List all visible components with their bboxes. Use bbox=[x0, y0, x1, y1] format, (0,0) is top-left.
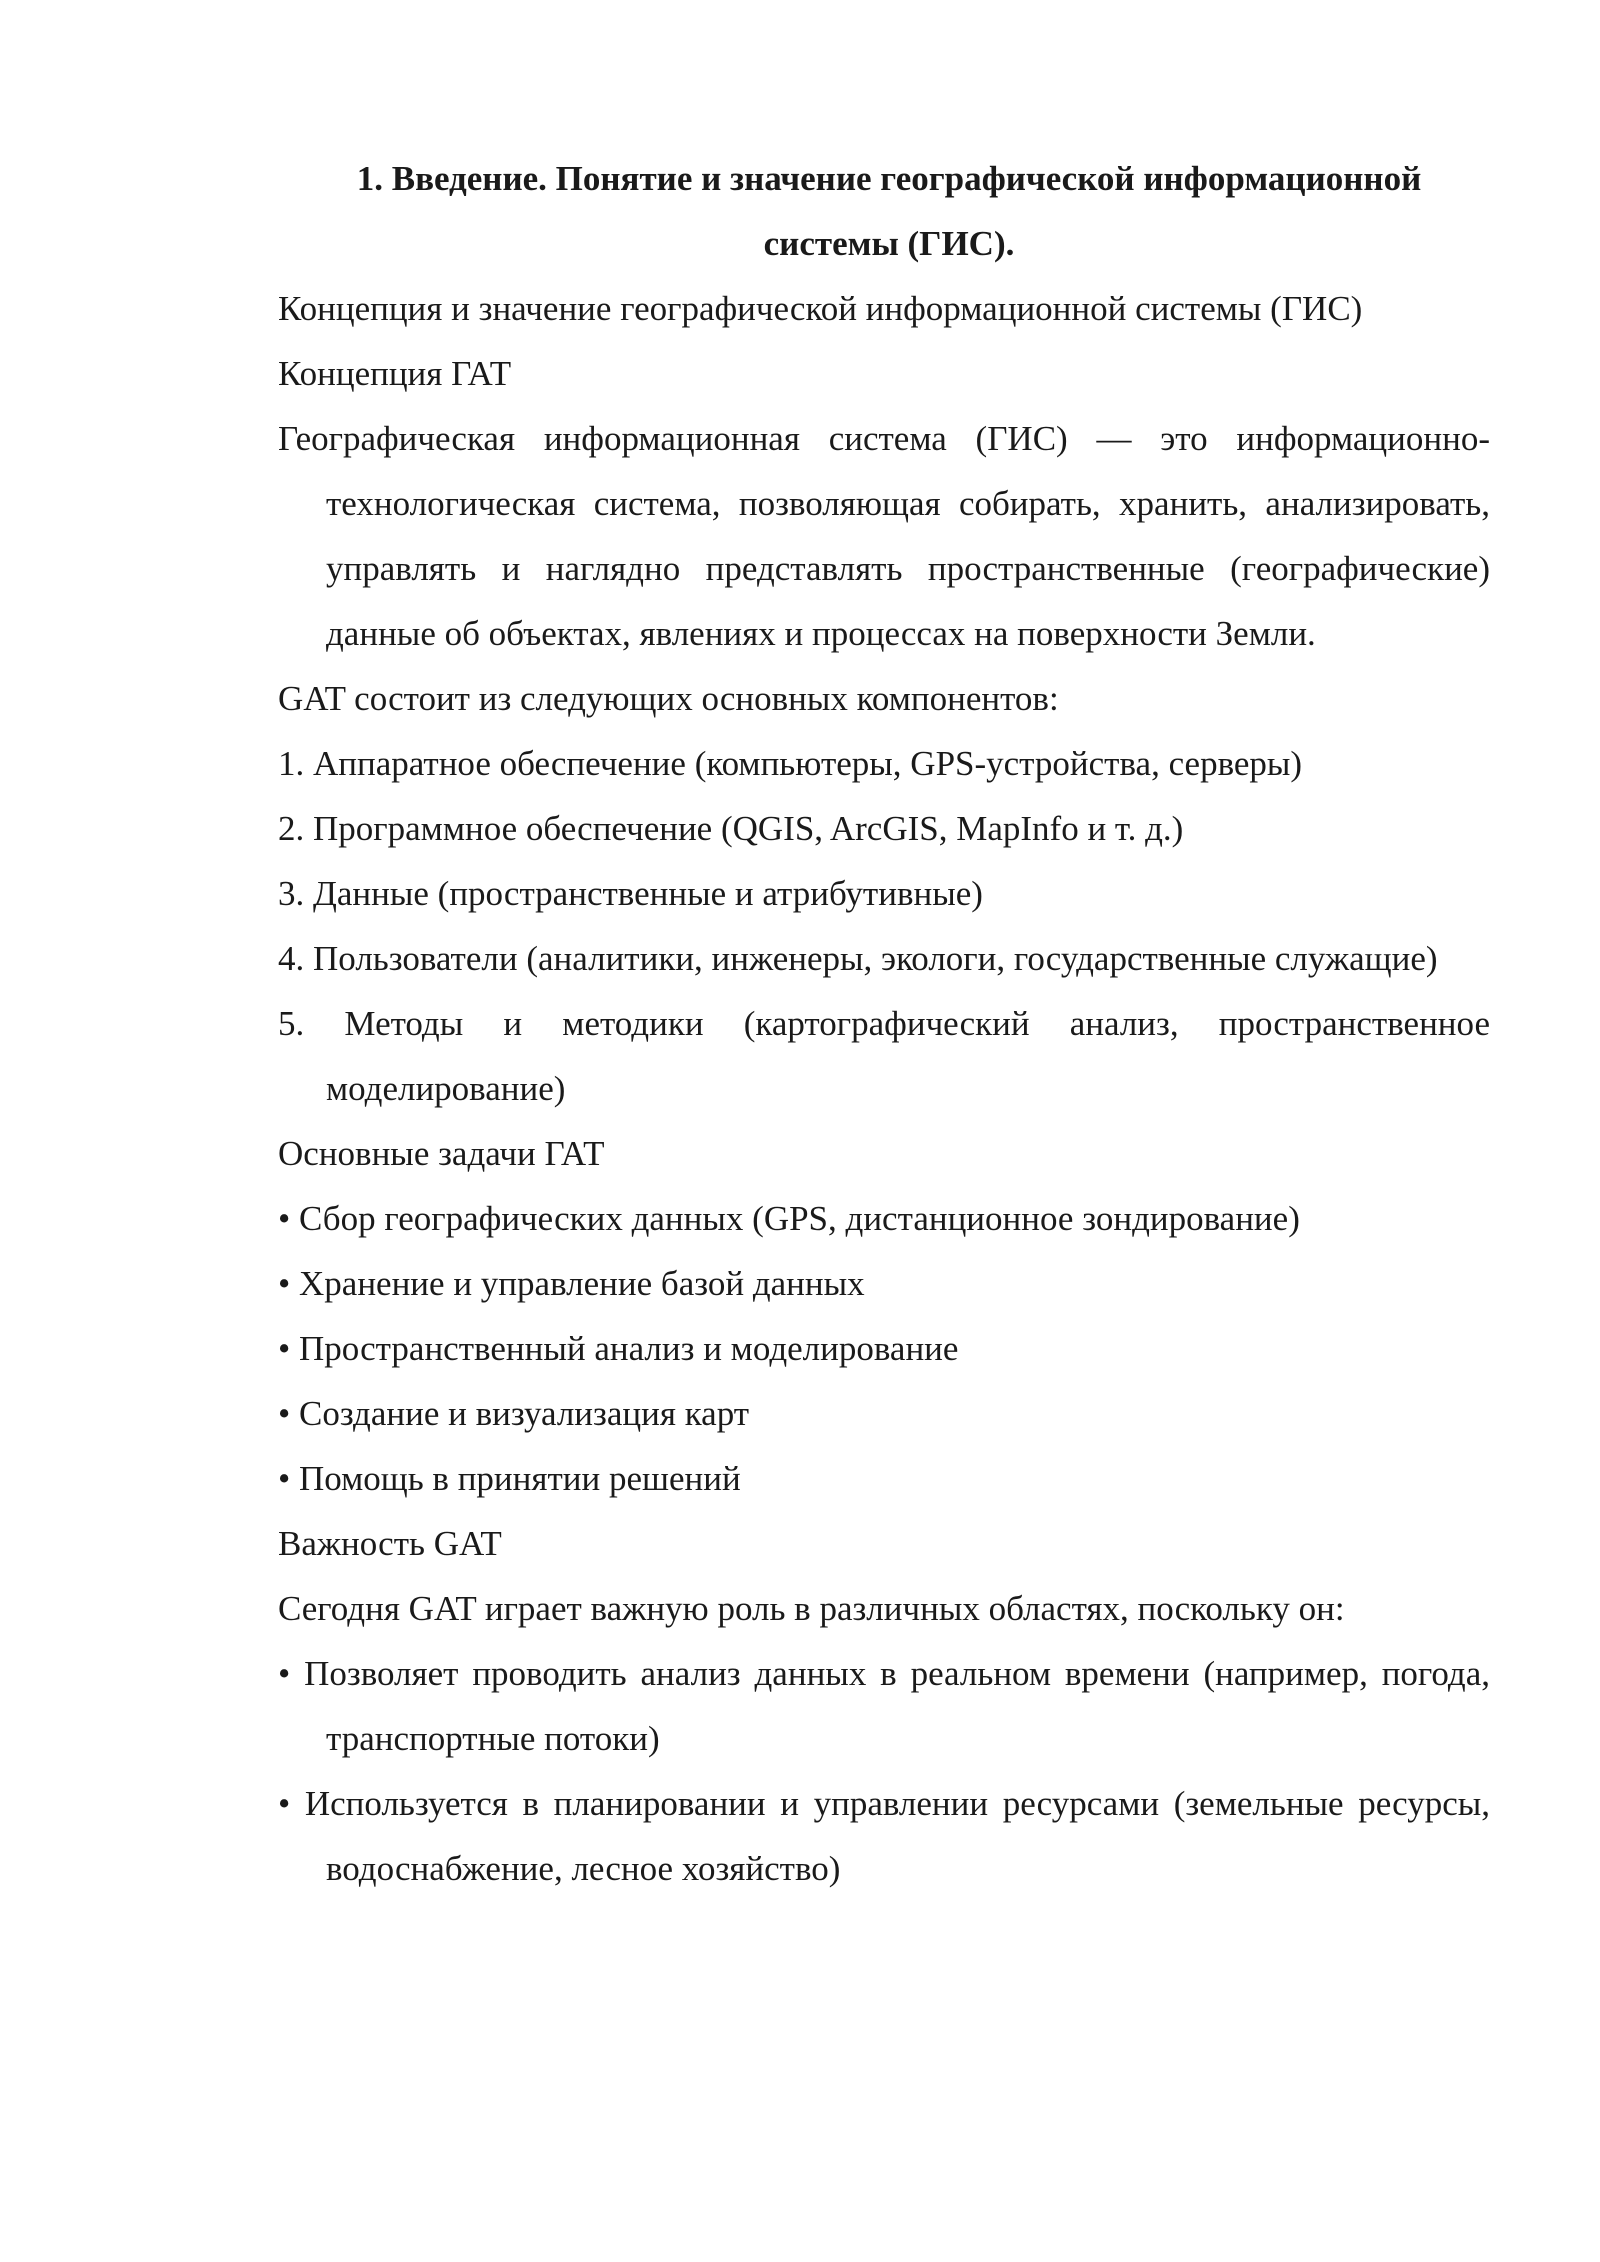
components-intro: GAT состоит из следующих основных компонентов: bbox=[278, 679, 1059, 718]
task-item-3: • Пространственный анализ и моделирование bbox=[278, 1329, 959, 1368]
definition-paragraph: Географическая информационная система (ГИС) — это информационно-технологическая система, позволяющая собирать, хранить, анализировать, управлять и наглядно представлять пространственные (географические) данные об объектах, явлениях и процессах на поверхности Земли. bbox=[278, 419, 1490, 653]
task-item-5: • Помощь в принятии решений bbox=[278, 1459, 741, 1498]
importance-item-2: • Используется в планировании и управлении ресурсами (земельные ресурсы, водоснабжение, лесное хозяйство) bbox=[278, 1784, 1490, 1888]
concept-heading: Концепция ГАТ bbox=[278, 354, 512, 393]
component-item-2: 2. Программное обеспечение (QGIS, ArcGIS, MapInfo и т. д.) bbox=[278, 809, 1184, 848]
importance-intro: Сегодня GAT играет важную роль в различных областях, поскольку он: bbox=[278, 1589, 1345, 1628]
document-body bbox=[278, 146, 1490, 1901]
section-heading: 1. Введение. Понятие и значение географической информационной системы (ГИС). bbox=[356, 159, 1422, 263]
importance-heading: Важность GAT bbox=[278, 1524, 502, 1563]
component-item-3: 3. Данные (пространственные и атрибутивные) bbox=[278, 874, 983, 913]
component-item-5: 5. Методы и методики (картографический анализ, пространственное моделирование) bbox=[278, 1004, 1490, 1108]
component-item-4: 4. Пользователи (аналитики, инженеры, экологи, государственные служащие) bbox=[278, 939, 1438, 978]
task-item-1: • Сбор географических данных (GPS, дистанционное зондирование) bbox=[278, 1199, 1300, 1238]
subtitle-line: Концепция и значение географической информационной системы (ГИС) bbox=[278, 289, 1363, 328]
importance-item-1: • Позволяет проводить анализ данных в реальном времени (например, погода, транспортные потоки) bbox=[278, 1654, 1490, 1758]
tasks-heading: Основные задачи ГАТ bbox=[278, 1134, 605, 1173]
task-item-4: • Создание и визуализация карт bbox=[278, 1394, 750, 1433]
task-item-2: • Хранение и управление базой данных bbox=[278, 1264, 865, 1303]
component-item-1: 1. Аппаратное обеспечение (компьютеры, GPS-устройства, серверы) bbox=[278, 744, 1303, 783]
